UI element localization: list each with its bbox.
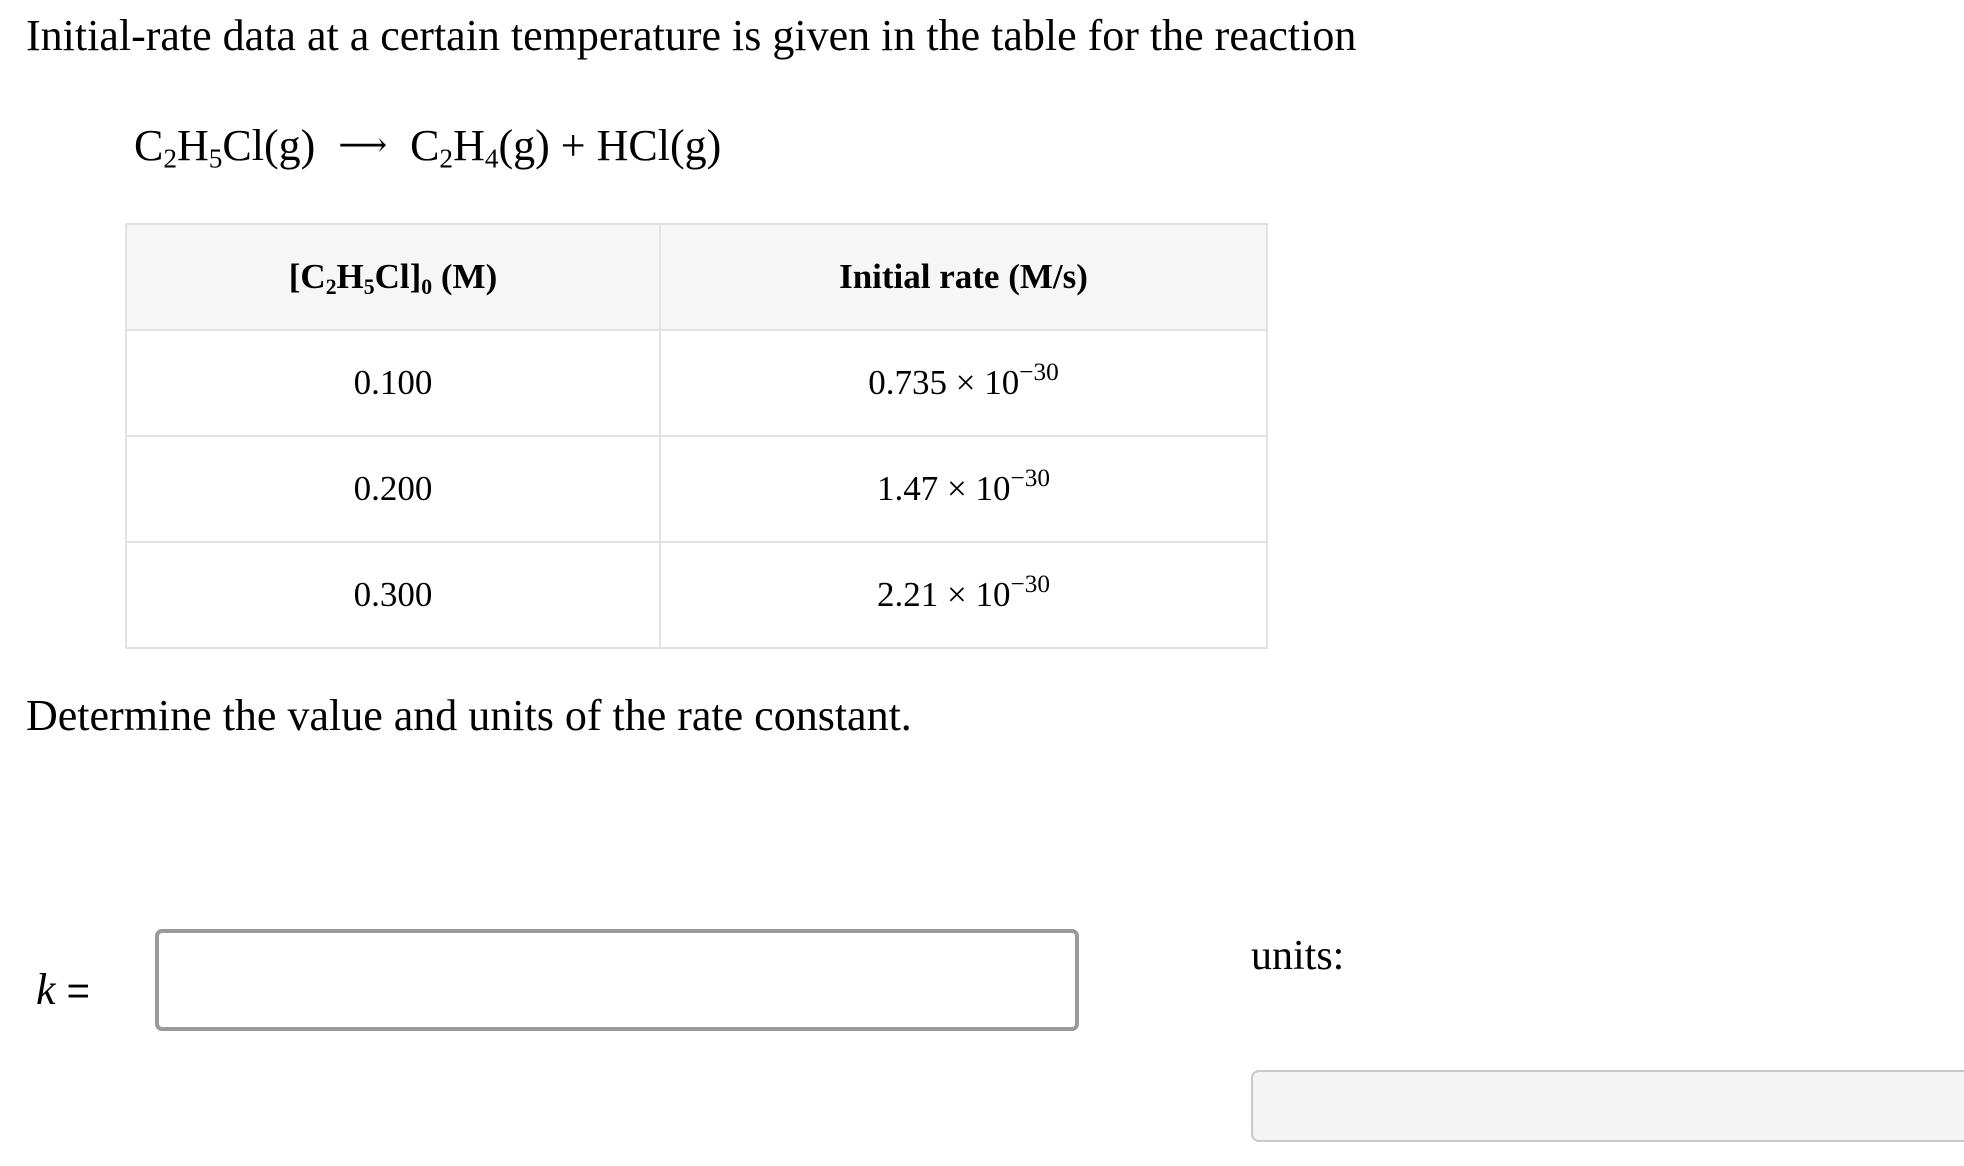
rate-data-table [125,223,1268,649]
table-row [126,542,1267,648]
reactant-formula: $C_2H_5Cl(g)$ [134,121,316,174]
reaction-arrow: ⟶ [338,127,388,164]
intro-text: Initial-rate data at a certain temperature is given in the table for the reaction [26,11,1357,60]
k-value-input[interactable] [155,929,1079,1031]
table-row [126,330,1267,436]
k-label: k = [36,965,91,1014]
question-text: Determine the value and units of the rate constant. [26,691,912,740]
reaction-equation [134,118,721,178]
concentration-cell: 0.300 [126,542,660,648]
units-input[interactable] [1251,1070,1964,1142]
header-initial-rate: Initial rate (M/s) [660,224,1267,330]
rate-cell: $0.735 \times 10^{-30}$ [660,330,1267,436]
concentration-cell: 0.100 [126,330,660,436]
rate-cell: $2.21 \times 10^{-30}$ [660,542,1267,648]
product1-formula: $C_2H_4(g)$ [410,121,550,174]
concentration-cell: 0.200 [126,436,660,542]
product2-formula: HCl(g) [596,121,722,170]
units-label: units: [1251,933,1345,979]
header-concentration: $[C_2H_5Cl]_0$ (M) [126,224,660,330]
plus-sign: + [560,121,586,170]
rate-cell: $1.47 \times 10^{-30}$ [660,436,1267,542]
table-row [126,436,1267,542]
table-header-row [126,224,1267,330]
